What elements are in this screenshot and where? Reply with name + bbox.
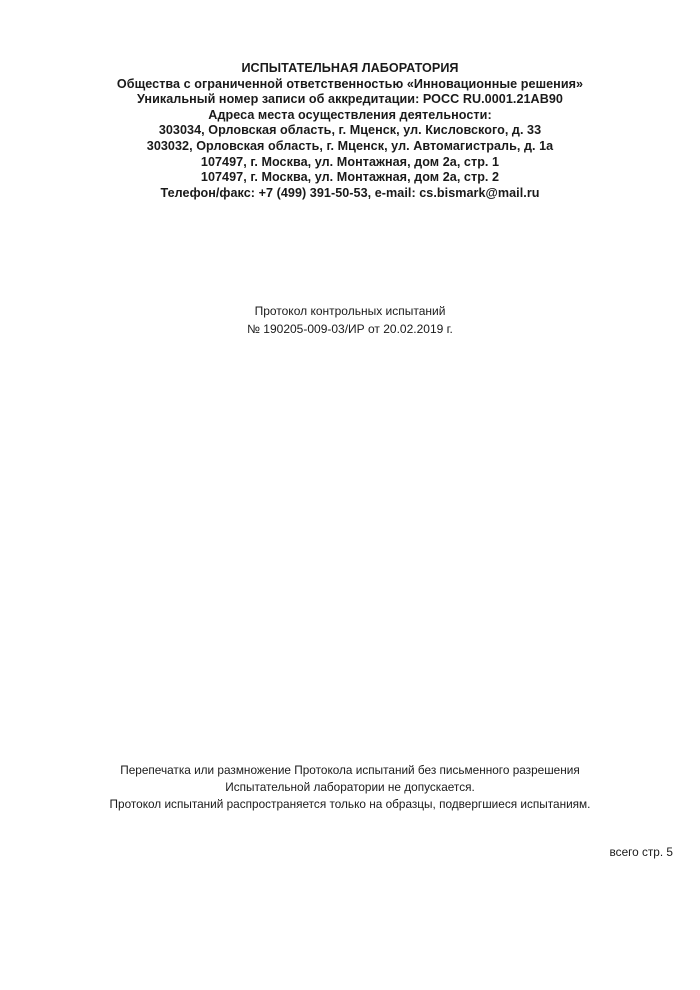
notice-line: Перепечатка или размножение Протокола испытаний без письменного разрешения [120,763,580,777]
protocol-block [0,303,700,338]
reprint-notice [0,762,700,813]
total-pages: всего стр. 5 [609,845,673,859]
laboratory-title: ИСПЫТАТЕЛЬНАЯ ЛАБОРАТОРИЯ [241,61,459,75]
contacts-line: Телефон/факс: +7 (499) 391-50-53, e-mail: cs.bismark@mail.ru [160,185,540,200]
address-line: 303034, Орловская область, г. Мценск, ул. Кисловского, д. 33 [158,123,542,138]
notice-line: Протокол испытаний распространяется только на образцы, подвергшиеся испытаниям. [109,797,591,811]
addresses-heading: Адреса места осуществления деятельности: [208,107,492,122]
address-line: 303032, Орловская область, г. Мценск, ул. Автомагистраль, д. 1а [146,138,554,153]
organization-name: Общества с ограниченной ответственностью «Инновационные решения» [116,76,584,91]
address-line: 107497, г. Москва, ул. Монтажная, дом 2а, стр. 2 [200,170,500,185]
laboratory-header [0,61,700,201]
address-line: 107497, г. Москва, ул. Монтажная, дом 2а, стр. 1 [200,154,500,169]
protocol-number: № 190205-009-03/ИР от 20.02.2019 г. [247,321,453,336]
notice-line: Испытательной лаборатории не допускается. [225,780,475,794]
protocol-title: Протокол контрольных испытаний [254,304,446,318]
accreditation-number: Уникальный номер записи об аккредитации: РОСС RU.0001.21АВ90 [137,92,563,107]
